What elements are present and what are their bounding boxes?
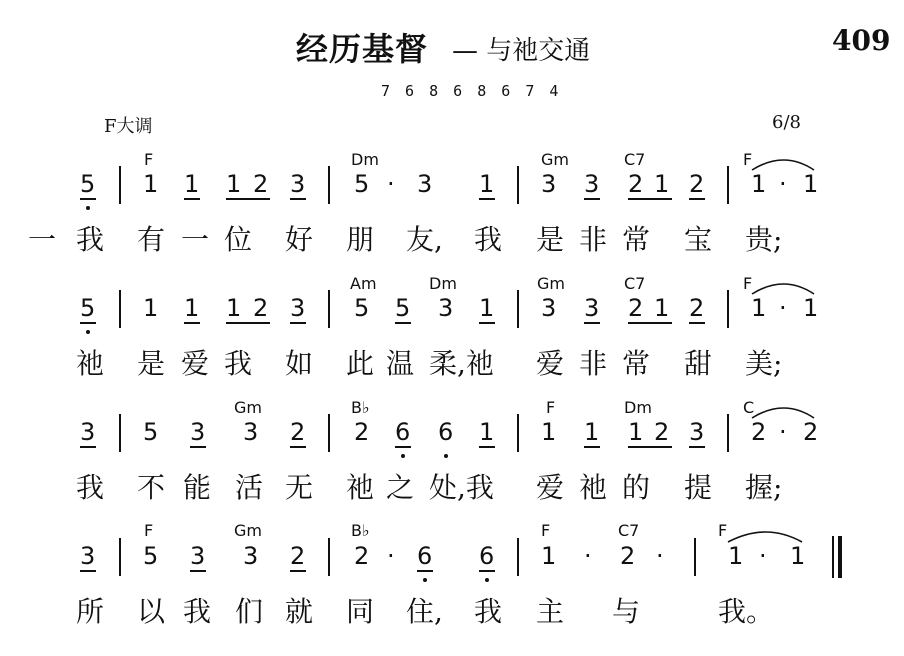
lyric: 爱: [181, 347, 210, 380]
note: 1: [728, 542, 744, 570]
note: ·: [584, 542, 592, 570]
note: 1: [226, 294, 242, 322]
lyric: 我: [474, 223, 503, 256]
chord: Gm: [234, 521, 262, 540]
chord: F: [743, 150, 753, 169]
chord: Am: [350, 274, 377, 293]
chord: F: [541, 521, 551, 540]
lyric: 握;: [745, 471, 783, 504]
lyric: 常: [622, 223, 651, 256]
note: 2: [751, 418, 767, 446]
lyric: 祂: [579, 471, 608, 504]
note: 5: [395, 294, 411, 322]
note: 3: [190, 542, 206, 570]
lyric: 与: [612, 595, 641, 628]
lyric: 友,: [406, 223, 443, 256]
note: 6: [479, 542, 495, 570]
lyric: 以: [137, 595, 166, 628]
note: ·: [779, 170, 787, 198]
note: 1: [184, 170, 200, 198]
meter-line: 7 6 8 6 8 6 7 4: [381, 82, 562, 100]
hymn-number: 409: [832, 24, 891, 57]
slur: [752, 408, 814, 418]
note: 1: [803, 294, 819, 322]
time-signature: 6/8: [772, 112, 801, 133]
chord: C: [743, 398, 755, 417]
lyric: 祂: [76, 347, 105, 380]
note: 3: [584, 294, 600, 322]
lyric: 温: [386, 347, 415, 380]
page-subtitle: — 与祂交通: [452, 36, 591, 66]
note: 5: [143, 542, 159, 570]
lyric: 宝: [684, 223, 713, 256]
note: 1: [751, 170, 767, 198]
note: 2: [290, 542, 306, 570]
lyric: 好: [285, 223, 314, 256]
note: 1: [803, 170, 819, 198]
lyric: 爱: [536, 471, 565, 504]
lyric: 我: [224, 347, 253, 380]
note: 3: [80, 418, 96, 446]
lyric: 朋: [346, 223, 375, 256]
note: ·: [387, 542, 395, 570]
lyric: 我: [474, 595, 503, 628]
note: 6: [395, 418, 411, 446]
note: 3: [243, 542, 259, 570]
lyric: 们: [235, 595, 264, 628]
note: 1: [479, 294, 495, 322]
note: ·: [656, 542, 664, 570]
chord: Gm: [234, 398, 262, 417]
note: 1: [628, 418, 644, 446]
note: 5: [354, 294, 370, 322]
note: 3: [290, 170, 306, 198]
note: 5: [354, 170, 370, 198]
note: 3: [417, 170, 433, 198]
note: ·: [779, 294, 787, 322]
lyric: 我: [76, 471, 105, 504]
lyric: 我: [76, 223, 105, 256]
note: 1: [184, 294, 200, 322]
note: 1: [654, 294, 670, 322]
note: 2: [803, 418, 819, 446]
note: 1: [143, 294, 159, 322]
lyric: 之: [386, 471, 415, 504]
lyric: 不: [137, 471, 166, 504]
note: 1: [479, 170, 495, 198]
note: 3: [541, 170, 557, 198]
lyric: 活: [235, 471, 264, 504]
note: 1: [751, 294, 767, 322]
chord: Dm: [429, 274, 457, 293]
lyric: 主: [536, 595, 565, 628]
lyric: 爱: [536, 347, 565, 380]
lyric: 就: [285, 595, 314, 628]
chord: F: [743, 274, 753, 293]
lyric: 贵;: [745, 223, 783, 256]
lyric: 位: [224, 223, 253, 256]
note: 2: [689, 170, 705, 198]
lyric: 常: [622, 347, 651, 380]
lyric: 我: [183, 595, 212, 628]
note: 2: [253, 294, 269, 322]
note: 1: [584, 418, 600, 446]
note: 1: [654, 170, 670, 198]
note: 1: [541, 542, 557, 570]
note: 6: [438, 418, 454, 446]
note: 5: [143, 418, 159, 446]
note: 2: [354, 418, 370, 446]
lyric: 我。: [718, 595, 775, 628]
note: 2: [620, 542, 636, 570]
lyric: 能: [183, 471, 212, 504]
lyric: 是: [137, 347, 166, 380]
chord: C7: [624, 150, 646, 169]
lyric: 甜: [684, 347, 713, 380]
note: 2: [290, 418, 306, 446]
chord: F: [718, 521, 728, 540]
chord: C7: [624, 274, 646, 293]
chord: F: [144, 521, 154, 540]
lyric: 一: [181, 223, 210, 256]
lyric: 美;: [745, 347, 783, 380]
note: ·: [387, 170, 395, 198]
note: ·: [759, 542, 767, 570]
chord: Gm: [541, 150, 569, 169]
note: 3: [190, 418, 206, 446]
chord: B♭: [351, 521, 370, 540]
note: 6: [417, 542, 433, 570]
note: 2: [354, 542, 370, 570]
note: 2: [654, 418, 670, 446]
lyric: 处,我: [429, 471, 494, 504]
note: 3: [438, 294, 454, 322]
chord: B♭: [351, 398, 370, 417]
note: 3: [689, 418, 705, 446]
chord: Dm: [624, 398, 652, 417]
note: ·: [779, 418, 787, 446]
note: 5: [80, 294, 96, 322]
chord: F: [546, 398, 556, 417]
note: 2: [253, 170, 269, 198]
lyric: 住,: [406, 595, 443, 628]
lyric: 非: [579, 223, 608, 256]
note: 1: [226, 170, 242, 198]
note: 1: [541, 418, 557, 446]
note: 2: [689, 294, 705, 322]
slur: [728, 532, 802, 542]
chord: C7: [618, 521, 640, 540]
lyric: 所: [76, 595, 105, 628]
note: 1: [790, 542, 806, 570]
key-signature: F大调: [104, 116, 153, 137]
note: 2: [628, 170, 644, 198]
note: 3: [290, 294, 306, 322]
lyric: 是: [536, 223, 565, 256]
note: 1: [143, 170, 159, 198]
lyric: 无: [285, 471, 314, 504]
lyric: 非: [579, 347, 608, 380]
lyric: 此: [346, 347, 375, 380]
lyric: 祂: [346, 471, 375, 504]
slur: [752, 284, 814, 294]
note: 3: [80, 542, 96, 570]
note: 3: [243, 418, 259, 446]
lyric: 柔,祂: [429, 347, 494, 380]
note: 3: [584, 170, 600, 198]
chord: F: [144, 150, 154, 169]
chord: Gm: [537, 274, 565, 293]
lyric: 一: [28, 223, 57, 256]
note: 3: [541, 294, 557, 322]
note: 1: [479, 418, 495, 446]
chord: Dm: [351, 150, 379, 169]
note: 2: [628, 294, 644, 322]
lyric: 同: [346, 595, 375, 628]
lyric: 提: [684, 471, 713, 504]
note: 5: [80, 170, 96, 198]
lyric: 的: [622, 471, 651, 504]
page-title: 经历基督: [296, 30, 429, 68]
lyric: 如: [285, 347, 314, 380]
lyric: 有: [137, 223, 166, 256]
slur: [752, 160, 814, 170]
